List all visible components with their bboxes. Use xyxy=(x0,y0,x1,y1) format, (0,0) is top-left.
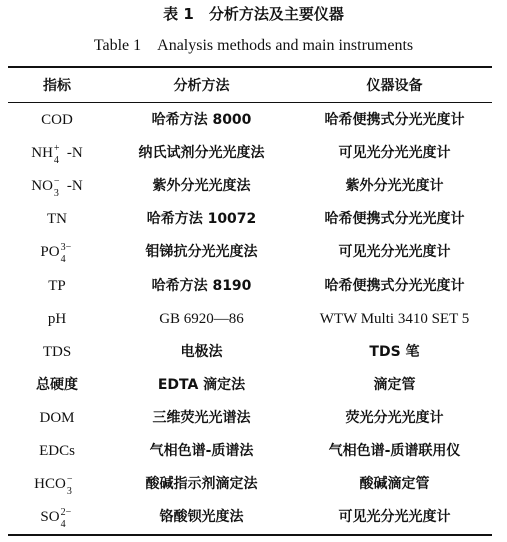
table-row xyxy=(8,104,492,137)
indicator-cell xyxy=(8,303,106,336)
header-indicator: 指标 xyxy=(43,78,71,94)
indicator-base: PO xyxy=(40,244,60,261)
indicator-base: TN xyxy=(47,211,67,228)
table-top-rule xyxy=(8,66,492,68)
indicator-cell xyxy=(8,369,106,402)
table-row xyxy=(8,170,492,203)
indicator-base: NO xyxy=(31,178,53,195)
indicator-cell xyxy=(8,137,106,170)
indicator-cell xyxy=(8,435,106,468)
method-cell: 紫外分光光度法 xyxy=(152,178,251,195)
instrument-cell: 气相色谱-质谱联用仪 xyxy=(328,443,461,459)
instrument-cell: 哈希便携式分光光度计 xyxy=(324,211,465,228)
table-row xyxy=(8,303,492,336)
method-cell: 哈希方法 8000 xyxy=(151,112,252,128)
indicator-suffix: -N xyxy=(66,145,83,162)
table-header-rule xyxy=(8,102,492,103)
indicator-subscript: 4 xyxy=(53,155,59,167)
instrument-cell: 可见光分光光度计 xyxy=(338,244,451,261)
indicator-base: TDS xyxy=(42,343,72,360)
indicator-cell xyxy=(8,203,106,236)
indicator-superscript: + xyxy=(53,143,60,155)
indicator-superscript: − xyxy=(66,474,73,486)
method-cell: EDTA 滴定法 xyxy=(157,376,246,393)
indicator-suffix: -N xyxy=(66,178,83,195)
table-row xyxy=(8,402,492,435)
indicator-base: DOM xyxy=(39,409,75,426)
table-row xyxy=(8,501,492,534)
method-cell: 纳氏试剂分光光度法 xyxy=(138,145,265,162)
method-cell: 铬酸钡光度法 xyxy=(159,509,244,526)
header-instrument: 仪器设备 xyxy=(366,78,423,94)
indicator-cell xyxy=(8,336,106,369)
instrument-cell: 哈希便携式分光光度计 xyxy=(324,112,465,128)
indicator-superscript: 3− xyxy=(60,242,72,254)
table-header-row xyxy=(8,70,492,103)
indicator-base: HCO xyxy=(34,476,66,493)
indicator-cell xyxy=(8,468,106,501)
indicator-base: COD xyxy=(41,112,73,128)
indicator-subscript: 3 xyxy=(53,188,59,200)
method-cell: 酸碱指示剂滴定法 xyxy=(145,476,258,493)
indicator-cell xyxy=(8,270,106,303)
table-row xyxy=(8,236,492,269)
indicator-cell xyxy=(8,236,106,269)
table-row xyxy=(8,336,492,369)
instrument-cell: 可见光分光光度计 xyxy=(338,509,451,526)
table-row xyxy=(8,203,492,236)
table-caption-english: Table 1 Analysis methods and main instruments xyxy=(93,37,414,54)
method-cell: 哈希方法 10072 xyxy=(146,211,257,228)
table-row xyxy=(8,369,492,402)
indicator-base: pH xyxy=(47,310,67,327)
indicator-base: EDCs xyxy=(39,443,75,459)
indicator-cell xyxy=(8,170,106,203)
indicator-cell xyxy=(8,402,106,435)
instrument-cell: TDS 笔 xyxy=(369,343,420,360)
indicator-subscript: 3 xyxy=(66,486,72,498)
instrument-cell: 酸碱滴定管 xyxy=(359,476,430,493)
table-row xyxy=(8,270,492,303)
method-cell: 哈希方法 8190 xyxy=(151,277,252,294)
indicator-cell xyxy=(8,104,106,137)
indicator-cell xyxy=(8,501,106,534)
method-cell: 电极法 xyxy=(180,343,223,360)
header-analysis-method: 分析方法 xyxy=(173,78,230,94)
method-cell: 三维荧光光谱法 xyxy=(152,409,251,426)
indicator-subscript: 4 xyxy=(60,254,66,266)
method-cell: GB 6920—86 xyxy=(159,310,244,327)
indicator-base: 总硬度 xyxy=(36,376,78,393)
table-caption-chinese: 表 1 分析方法及主要仪器 xyxy=(163,5,344,23)
method-cell: 钼锑抗分光光度法 xyxy=(145,244,258,261)
indicator-base: TP xyxy=(48,277,66,294)
table-row xyxy=(8,137,492,170)
indicator-subscript: 4 xyxy=(60,519,66,531)
instrument-cell: 滴定管 xyxy=(373,376,416,393)
indicator-superscript: − xyxy=(53,176,60,188)
indicator-base: NH xyxy=(31,145,53,162)
instrument-cell: WTW Multi 3410 SET 5 xyxy=(319,310,470,327)
method-cell: 气相色谱-质谱法 xyxy=(149,443,254,459)
indicator-superscript: 2− xyxy=(60,507,72,519)
table-row xyxy=(8,468,492,501)
instrument-cell: 哈希便携式分光光度计 xyxy=(324,277,465,294)
instrument-cell: 可见光分光光度计 xyxy=(338,145,451,162)
table-row xyxy=(8,435,492,468)
indicator-base: SO xyxy=(40,509,60,526)
instrument-cell: 紫外分光光度计 xyxy=(345,178,444,195)
table-bottom-rule xyxy=(8,534,492,536)
instrument-cell: 荧光分光光度计 xyxy=(345,409,444,426)
